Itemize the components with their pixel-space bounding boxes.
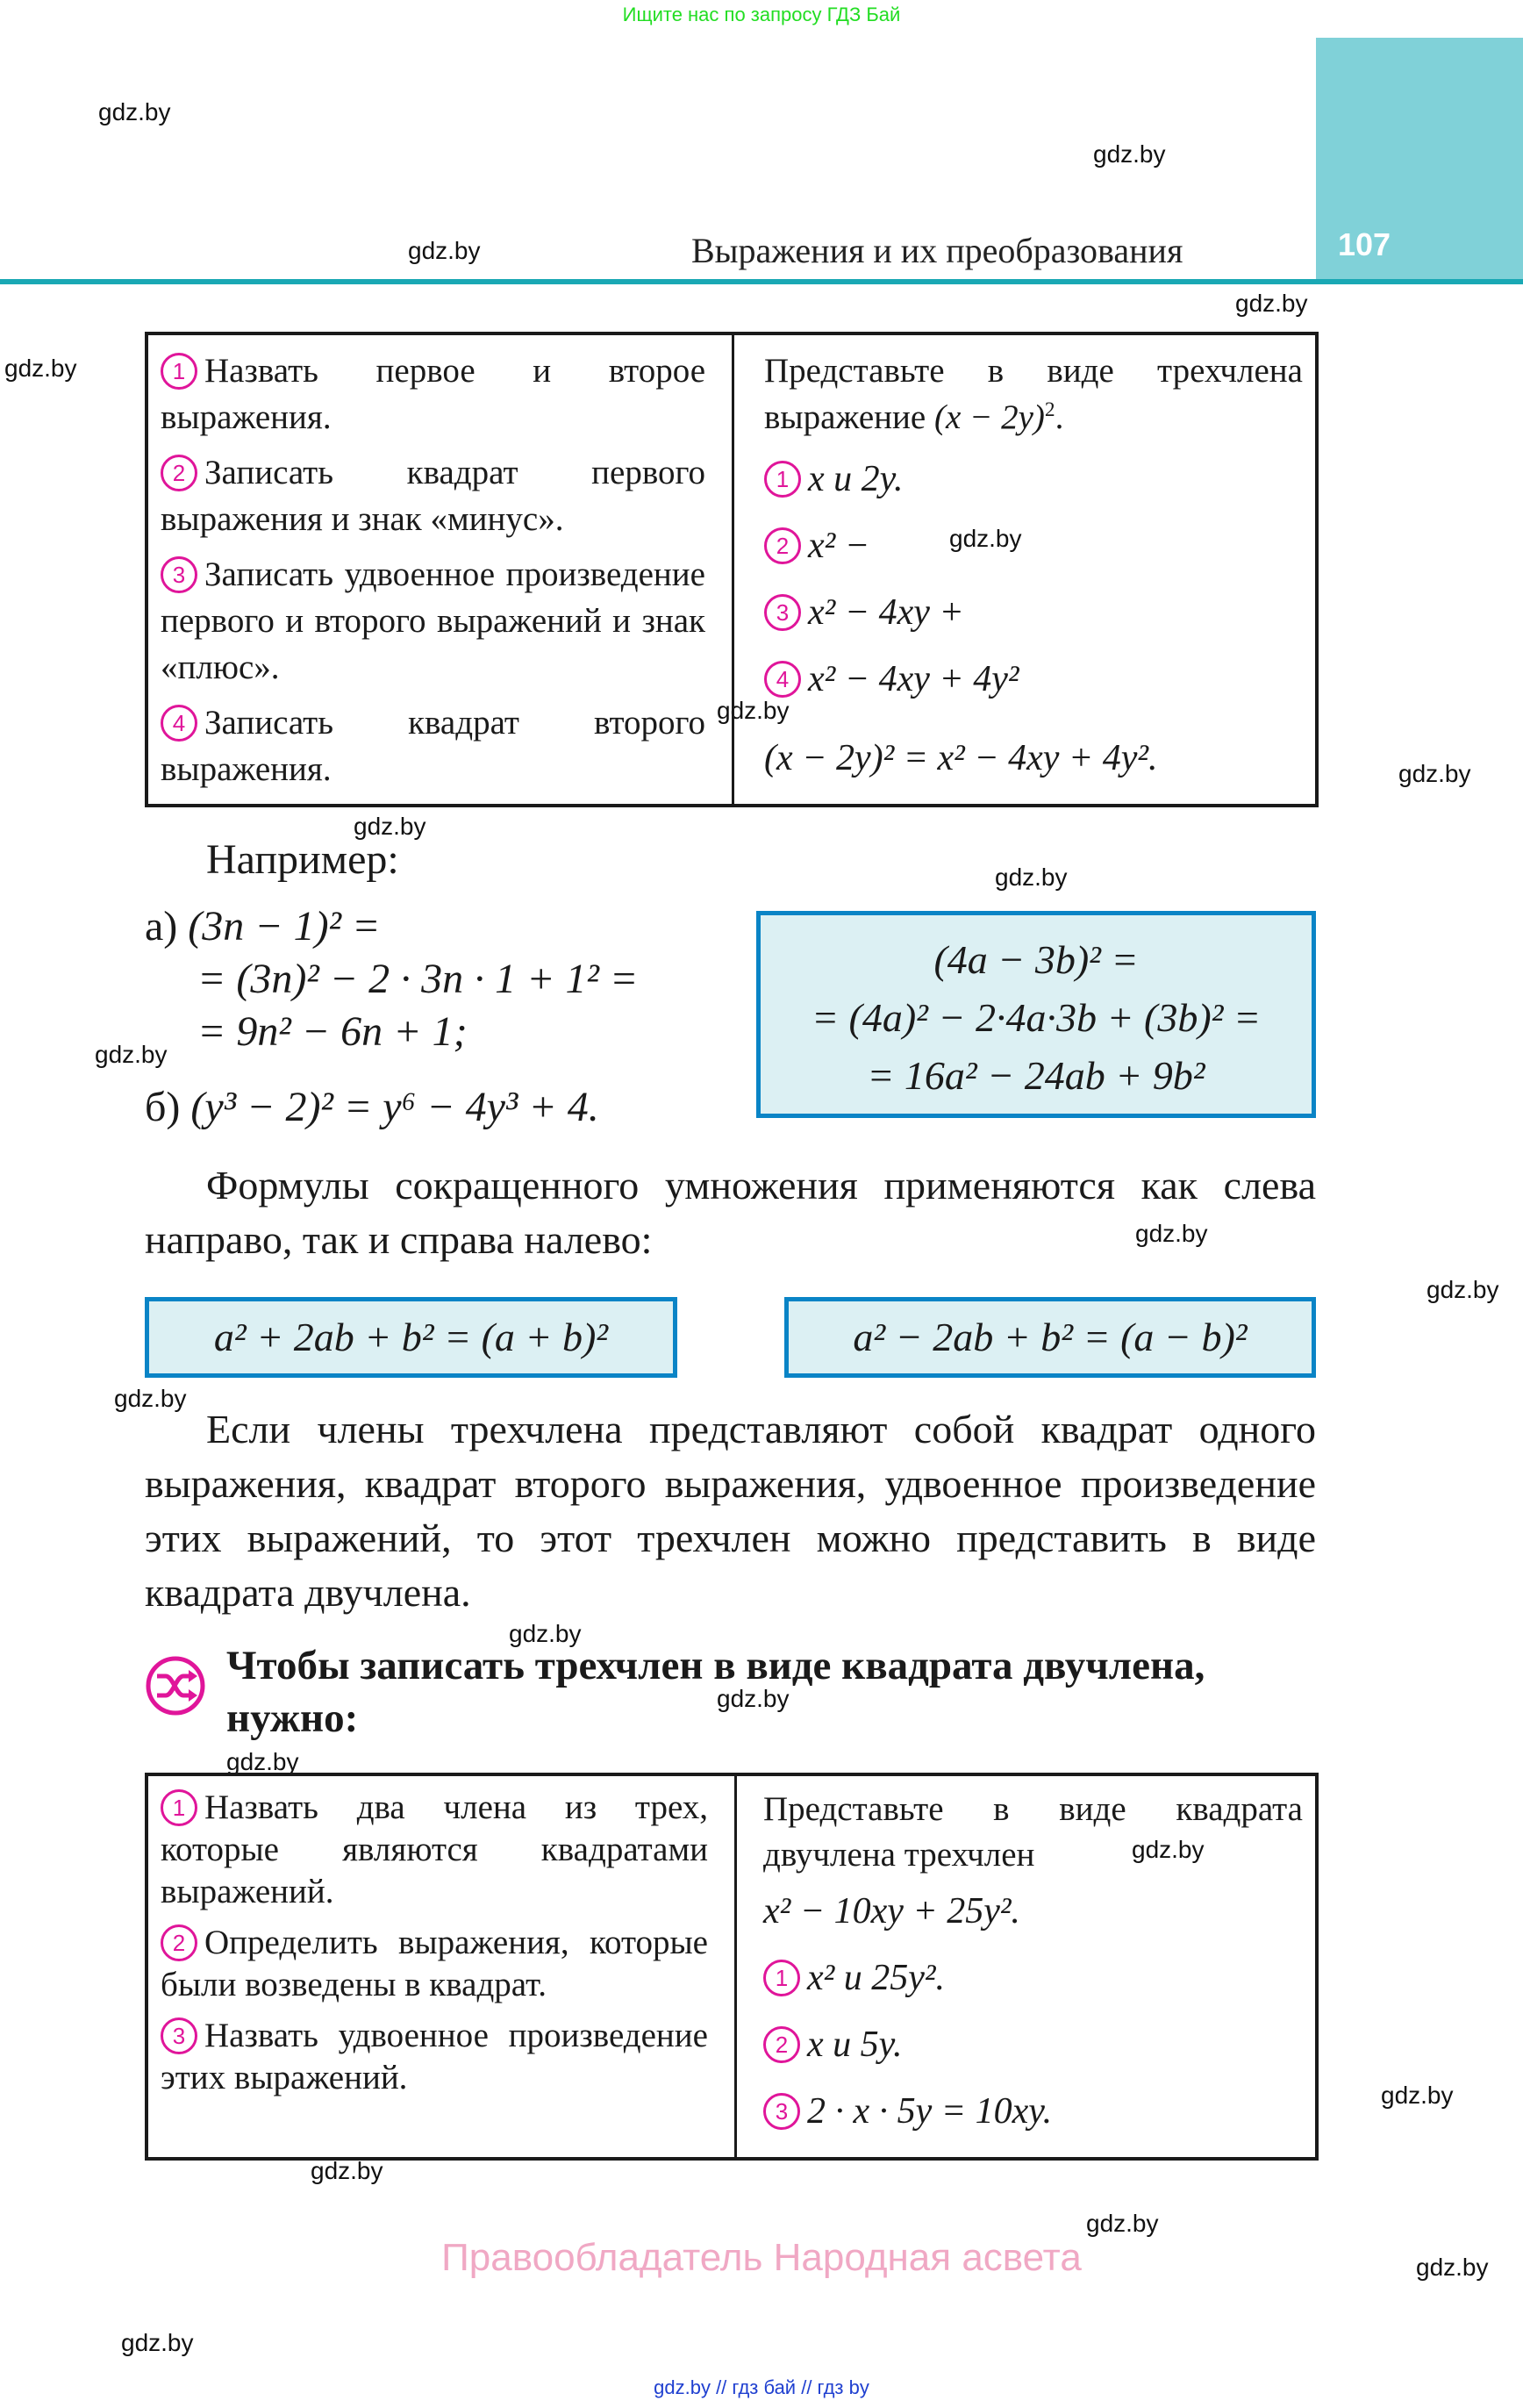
algorithm-step [161, 699, 705, 792]
formula-box-sum-square: a² + 2ab + b² = (a + b)² [145, 1297, 677, 1378]
algorithm-table-2 [145, 1773, 1319, 2161]
watermark: gdz.by [717, 697, 790, 724]
task-statement: Представьте в виде квадрата двучлена трехчлен [763, 1790, 1303, 1874]
task-expression: x² − 10xy + 25y². [763, 1891, 1020, 1931]
algorithm-steps [148, 335, 734, 804]
watermark: gdz.by [1398, 760, 1471, 787]
watermark: gdz.by [226, 1748, 299, 1775]
step-number-icon: 4 [764, 661, 801, 698]
example-b [145, 1083, 599, 1131]
watermark: gdz.by [311, 2157, 383, 2184]
task-text: Представьте в виде трехчлена выражение [764, 352, 1303, 436]
step-number-icon: 2 [764, 527, 801, 564]
step-number-icon: 2 [161, 1924, 197, 1961]
step-number-icon: 2 [763, 2026, 800, 2063]
watermark: gdz.by [1416, 2254, 1489, 2281]
step-text: Записать удвоенное произведение первого и второго выражений и знак «плюс». [161, 555, 705, 686]
header-rule [0, 279, 1523, 284]
copyright-holder: Правообладатель Народная асвета [441, 2236, 1082, 2279]
step-number-icon: 2 [161, 455, 197, 491]
example-line: = (3n)² − 2 · 3n · 1 + 1² = [197, 956, 639, 1002]
solution-step: 3 2 · x · 5y = 10xy. [763, 2078, 1303, 2145]
watermark: gdz.by [509, 1620, 582, 1647]
algorithm-step [161, 1922, 708, 2006]
step-text: Записать квадрат первого выражения и знак «минус». [161, 454, 705, 538]
watermark: gdz.by [949, 525, 1022, 552]
formula-line: (4a − 3b)² = [933, 937, 1139, 982]
watermark: gdz.by [1132, 1836, 1205, 1863]
formula-line: = (4a)² − 2·4a·3b + (3b)² = [811, 995, 1262, 1040]
page-number: 107 [1338, 226, 1391, 262]
watermark: gdz.by [1135, 1220, 1208, 1247]
example-line: = 9n² − 6n + 1; [197, 1008, 468, 1055]
algorithm-step [161, 2015, 708, 2099]
watermark: gdz.by [1086, 2210, 1159, 2237]
examples-title: Например: [206, 836, 399, 883]
watermark: gdz.by [121, 2329, 194, 2356]
paragraph-formulas-usage: Формулы сокращенного умножения применяются как слева направо, так и справа налево: [145, 1163, 1316, 1262]
solution-step: 4 x² − 4xy + 4y² [764, 646, 1303, 713]
watermark: gdz.by [4, 355, 77, 382]
solution-step: 2 x и 5y. [763, 2011, 1303, 2078]
task-statement: Представьте в виде трехчлена выражение $(x - 2y)^2$. [764, 352, 1303, 436]
step-number-icon: 3 [161, 556, 197, 593]
example-line: (3n − 1)² = [188, 903, 381, 950]
algorithm-step [161, 348, 705, 441]
step-number-icon: 3 [161, 2017, 197, 2054]
paragraph-trinomial-rule: Если члены трехчлена представляют собой квадрат одного выражения, квадрат второго выражения, удвоенное произведение этих выражений, то этот трехчлен можно представить в виде квадрата двучлена. [145, 1407, 1316, 1615]
watermark: gdz.by [98, 98, 171, 125]
algorithm-steps [148, 1776, 737, 2157]
algorithm-shuffle-icon [145, 1655, 206, 1716]
formula-box-diff-square: a² − 2ab + b² = (a − b)² [784, 1297, 1316, 1378]
step-number-icon: 1 [763, 1960, 800, 1996]
worked-example [734, 335, 1315, 804]
example-label: а) [145, 903, 178, 950]
rule-heading: Чтобы записать трехчлен в виде квадрата двучлена, нужно: [226, 1643, 1205, 1741]
step-number-icon: 4 [161, 705, 197, 742]
step-text: Назвать удвоенное произведение этих выражений. [161, 2017, 708, 2097]
step-number-icon: 3 [764, 594, 801, 631]
watermark: gdz.by [408, 237, 481, 264]
step-text: Назвать первое и второе выражения. [161, 352, 705, 436]
watermark: gdz.by [114, 1385, 187, 1412]
algorithm-step [161, 551, 705, 691]
algorithm-table-1 [145, 332, 1319, 807]
solution-result: (x − 2y)² = x² − 4xy + 4y². [764, 738, 1158, 778]
chapter-title: Выражения и их преобразования [691, 231, 1183, 270]
watermark: gdz.by [1235, 290, 1308, 317]
watermark: gdz.by [95, 1041, 168, 1068]
step-number-icon: 3 [763, 2093, 800, 2130]
step-number-icon: 1 [764, 461, 801, 498]
example-a [145, 902, 380, 950]
example-formula-box [756, 911, 1316, 1118]
solution-step: 2 x² − [764, 512, 1303, 579]
watermark: gdz.by [717, 1685, 790, 1712]
step-text: Назвать два члена из трех, которые являются квадратами выражений. [161, 1788, 708, 1911]
algorithm-step [161, 449, 705, 542]
watermark: gdz.by [1381, 2082, 1454, 2109]
step-number-icon: 1 [161, 353, 197, 390]
step-text: Записать квадрат второго выражения. [161, 704, 705, 788]
watermark: gdz.by [1093, 140, 1166, 168]
watermark: gdz.by [1426, 1276, 1499, 1303]
watermark: gdz.by [354, 813, 426, 840]
footer-links[interactable]: gdz.by // гдз бай // гдз by [654, 2376, 869, 2398]
solution-step: 1 x² и 25y². [763, 1945, 1303, 2011]
step-text: Определить выражения, которые были возведены в квадрат. [161, 1924, 708, 2004]
solution-step: 1 x и 2y. [764, 446, 1303, 512]
worked-example [737, 1776, 1315, 2157]
formula-line: = 16a² − 24ab + 9b² [867, 1053, 1205, 1098]
solution-step: 3 x² − 4xy + [764, 579, 1303, 646]
example-label: б) [145, 1084, 181, 1130]
example-line: (y³ − 2)² = y⁶ − 4y³ + 4. [190, 1084, 599, 1130]
step-number-icon: 1 [161, 1789, 197, 1826]
task-expression: $(x - 2y)^2$ [933, 398, 1055, 436]
top-banner: Ищите нас по запросу ГДЗ Бай [622, 4, 901, 25]
watermark: gdz.by [995, 864, 1068, 891]
algorithm-step [161, 1787, 708, 1913]
